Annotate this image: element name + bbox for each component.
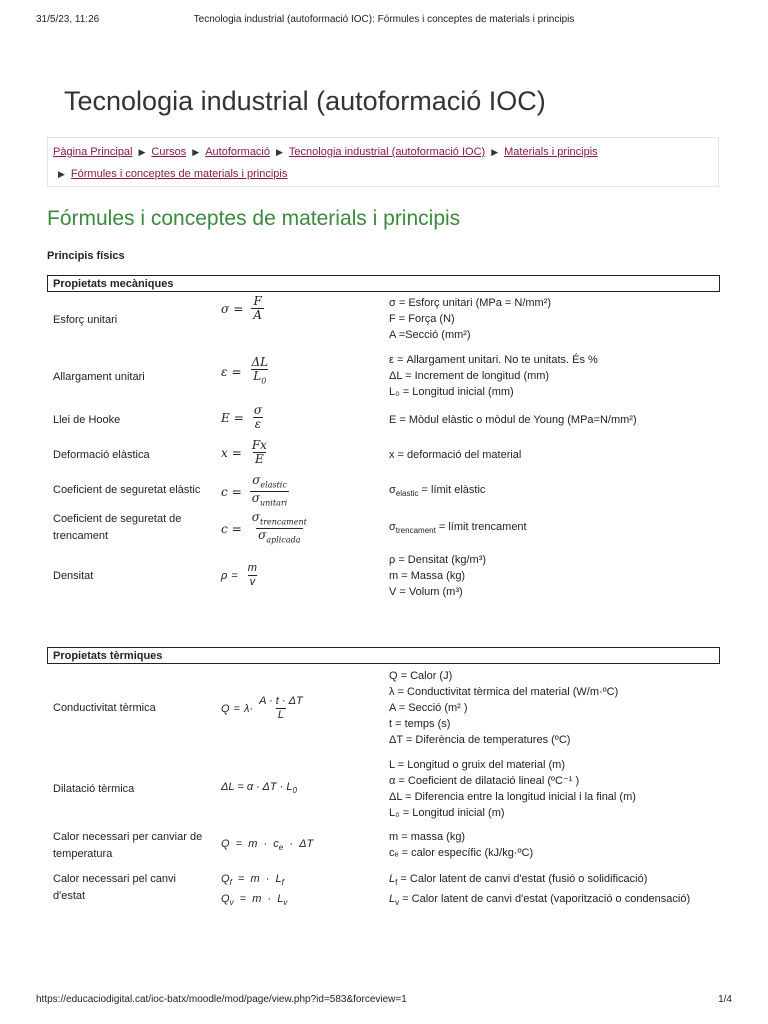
print-document-title: Tecnologia industrial (autoformació IOC): Fórmules i conceptes de materials i principis (193, 14, 575, 25)
formula-description: m = massa (kg) cₑ = calor específic (kJ/kg·ºC) (389, 831, 534, 859)
formula-name: Densitat (53, 570, 94, 582)
breadcrumb-separator-icon: ▶ (58, 169, 65, 179)
breadcrumb-courses[interactable]: Cursos (151, 146, 187, 158)
breadcrumb-course[interactable]: Tecnologia industrial (autoformació IOC) (288, 146, 486, 158)
formula-name: Calor necessari pel canvi d'estat (53, 873, 176, 902)
formula-description: Q = Calor (J) λ = Conductivitat tèrmica del material (W/m·ºC) A = Secció (m² ) t = temps (s) ΔT = Diferència de temperatures (ºC) (389, 670, 619, 746)
breadcrumb-separator-icon: ▶ (192, 147, 200, 157)
formula-name: Dilatació tèrmica (53, 783, 135, 795)
thermal-properties-header: Propietats tèrmiques (47, 647, 720, 664)
formula-description: x = deformació del material (389, 449, 522, 461)
formula-description: $L_f$ = Calor latent de canvi d'estat (fusió o solidificació) $L_v$ = Calor latent de canvi d'estat (vaporització o condensació) (389, 873, 691, 908)
section-label: Principis físics (47, 250, 125, 262)
print-date: 31/5/23, 11:26 (36, 14, 100, 25)
breadcrumb-autoformacio[interactable]: Autoformació (205, 146, 270, 158)
formula-elastic-deformation: x = $\frac{Fx}{E}$ (221, 438, 267, 466)
formula-strain: ε = $\frac{\Delta L}{L_0}$ (221, 355, 269, 386)
formula-name: Esforç unitari (53, 314, 118, 326)
formula-description: ρ = Densitat (kg/m³) m = Massa (kg) V = Volum (m³) (389, 554, 487, 598)
breadcrumb-separator-icon: ▶ (138, 147, 146, 157)
breadcrumb-home[interactable]: Pàgina Principal (53, 146, 133, 158)
formula-name: Allargament unitari (53, 371, 145, 383)
formula-description: $\sigma_{trencament}$ = límit trencament (389, 521, 527, 536)
formula-description: E = Mòdul elàstic o mòdul de Young (MPa=N/mm²) (389, 414, 637, 426)
formula-name: Conductivitat tèrmica (53, 702, 156, 714)
formula-thermal-conductivity: Q = λ · $\frac{A \cdot t \cdot \Delta T}{L}$ (221, 695, 303, 721)
formula-name: Coeficient de seguretat de trencament (53, 513, 182, 542)
formula-description: ε = Allargament unitari. No te unitats. És % ΔL = Increment de longitud (mm) L₀ = Longitud inicial (mm) (389, 354, 598, 398)
formula-break-safety: c = $\frac{\sigma_{trencament}}{\sigma_{aplicada}}$ (221, 510, 307, 545)
formula-name: Coeficient de seguretat elàstic (53, 484, 201, 496)
site-title: Tecnologia industrial (autoformació IOC) (64, 86, 546, 116)
formula-name: Deformació elàstica (53, 449, 150, 461)
formula-thermal-expansion: $\Delta L = \alpha \cdot \Delta T \cdot L_0$ (221, 781, 297, 796)
formula-density: ρ = $\frac{m}{v}$ (221, 562, 257, 588)
formula-stress: σ = $\frac{F}{A}$ (221, 294, 262, 322)
mechanical-properties-header: Propietats mecàniques (47, 275, 720, 292)
breadcrumb-separator-icon: ▶ (276, 147, 283, 157)
formula-name: Calor necessari per canviar de temperatura (53, 831, 203, 860)
print-url: https://educaciodigital.cat/ioc-batx/moodle/mod/page/view.php?id=583&forceview=1 (36, 994, 407, 1005)
formula-name: Llei de Hooke (53, 414, 121, 426)
breadcrumb-separator-icon: ▶ (491, 147, 499, 157)
formula-heat-state-change: $Q_f = m \cdot L_f$ $Q_v = m \cdot L_v$ (221, 873, 288, 908)
formula-description: σ = Esforç unitari (MPa = N/mm²) F = Força (N) A =Secció (mm²) (389, 297, 552, 341)
formula-hooke: E = $\frac{\sigma}{\varepsilon}$ (221, 403, 263, 431)
breadcrumb-current-page[interactable]: Fórmules i conceptes de materials i principis (70, 168, 288, 180)
formula-description: L = Longitud o gruix del material (m) α = Coeficient de dilatació lineal (ºC⁻¹ ) ΔL = Diferencia entre la longitud inicial i la final (m) L₀ = Longitud inicial (m) (389, 759, 636, 819)
formula-description: $\sigma_{elastic}$ = límit elàstic (389, 484, 486, 499)
formula-elastic-safety: c = $\frac{\sigma_{elastic}}{\sigma_{unitari}}$ (221, 473, 288, 508)
formula-heat-temperature: $Q = m \cdot c_e \cdot \Delta T$ (221, 838, 314, 853)
breadcrumb (47, 137, 719, 187)
print-page-number: 1/4 (718, 994, 732, 1005)
breadcrumb-section[interactable]: Materials i principis (504, 146, 598, 158)
page-heading: Fórmules i conceptes de materials i principis (47, 207, 461, 230)
